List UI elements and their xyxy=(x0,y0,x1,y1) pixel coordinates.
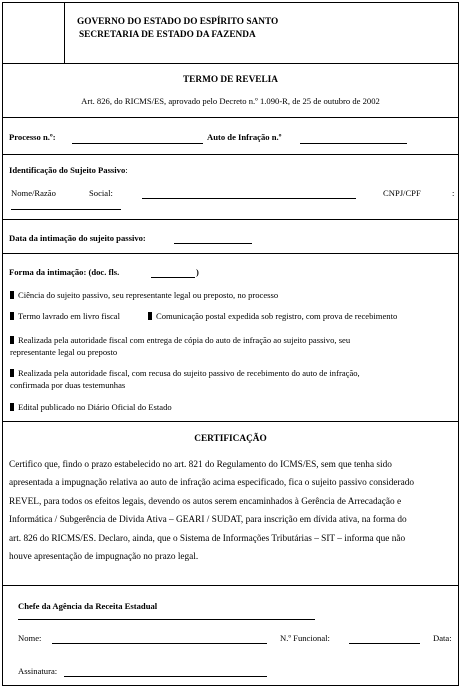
header-government: GOVERNO DO ESTADO DO ESPÍRITO SANTO xyxy=(77,17,279,27)
certification-heading: CERTIFICAÇÃO xyxy=(194,434,267,444)
process-section xyxy=(3,118,458,155)
cnpj-cpf-field[interactable] xyxy=(11,209,121,210)
subject-heading: Identificação do Sujeito Passivo: xyxy=(9,165,128,175)
option-edital[interactable]: Edital publicado no Diário Oficial do Estado xyxy=(10,402,172,412)
sig-funcional-label: N.º Funcional: xyxy=(280,633,330,643)
cnpj-cpf-label: CNPJ/CPF xyxy=(383,188,421,198)
intimation-date-label: Data da intimação do sujeito passivo: xyxy=(9,233,146,243)
certification-line: apresentada a impugnação relativa ao auto de infração acima especificado, fica o sujeito passivo considerado xyxy=(9,478,415,489)
form-frame xyxy=(2,2,459,686)
option-recusa[interactable]: Realizada pela autoridade fiscal, com recusa do sujeito passivo de recebimento do auto de infração, xyxy=(10,368,360,378)
checkbox-icon[interactable] xyxy=(148,312,152,320)
checkbox-icon[interactable] xyxy=(10,369,14,377)
cnpj-colon: : xyxy=(452,188,455,198)
certification-text xyxy=(9,456,455,566)
sig-nome-field[interactable] xyxy=(52,643,267,644)
processo-field[interactable] xyxy=(72,143,203,144)
option-recusa-cont: confirmada por duas testemunhas xyxy=(10,380,126,390)
sig-data-label: Data: xyxy=(433,633,452,643)
sig-funcional-field[interactable] xyxy=(349,643,420,644)
nome-razao-field[interactable] xyxy=(142,198,356,199)
certification-line: REVEL, para todos os efeitos legais, devendo os autos serem encaminhados à Gerência de Arrecadação e xyxy=(9,496,402,507)
checkbox-icon[interactable] xyxy=(10,336,14,344)
logo-box xyxy=(3,3,65,63)
checkbox-icon[interactable] xyxy=(10,403,14,411)
certification-line: houve apresentação de impugnação no prazo legal. xyxy=(9,552,199,563)
header-secretariat: SECRETARIA DE ESTADO DA FAZENDA xyxy=(79,30,256,40)
title-section xyxy=(3,64,458,118)
signature-section xyxy=(3,586,458,687)
sig-assinatura-field[interactable] xyxy=(64,676,267,677)
option-termo-lavrado[interactable]: Termo lavrado em livro fiscal xyxy=(10,311,120,321)
auto-infracao-field[interactable] xyxy=(300,143,407,144)
chefe-agencia-heading: Chefe da Agência da Receita Estadual xyxy=(18,601,158,611)
option-entrega-copia[interactable]: Realizada pela autoridade fiscal com entrega de cópia do auto de infração ao sujeito passivo, seu xyxy=(10,335,350,345)
doc-fls-close: ) xyxy=(196,267,199,277)
intimation-form-heading: Forma da intimação: (doc. fls. xyxy=(9,267,120,277)
certification-line: art. 826 do RICMS/ES. Declaro, ainda, que o Sistema de Informações Tributárias – SIT – informa que não xyxy=(9,533,406,544)
option-comunicacao-postal[interactable]: Comunicação postal expedida sob registro, com prova de recebimento xyxy=(148,311,397,321)
certification-line: Certifico que, findo o prazo estabelecido no art. 821 do Regulamento do ICMS/ES, sem que tenha sido xyxy=(9,460,392,470)
header-section xyxy=(3,3,458,64)
option-ciencia[interactable]: Ciência do sujeito passivo, seu representante legal ou preposto, no processo xyxy=(10,290,278,300)
sig-nome-label: Nome: xyxy=(18,633,42,643)
doc-fls-field[interactable] xyxy=(151,277,195,278)
intimation-date-section xyxy=(3,220,458,254)
certification-line: Informática / Subgerência de Divida Ativa – GEARI / SUDAT, para inscrição em dívida ativa, na forma do xyxy=(9,515,407,526)
intimation-date-field[interactable] xyxy=(174,243,252,244)
certification-section xyxy=(3,422,458,586)
intimation-form-section xyxy=(3,254,458,422)
auto-infracao-label: Auto de Infração n.º xyxy=(207,132,282,142)
checkbox-icon[interactable] xyxy=(10,291,14,299)
checkbox-icon[interactable] xyxy=(10,312,14,320)
processo-label: Processo n.º: xyxy=(9,132,56,142)
nome-razao-label: Nome/Razão xyxy=(11,188,56,198)
document-subtitle: Art. 826, do RICMS/ES, aprovado pelo Decreto n.º 1.090-R, de 25 de outubro de 2002 xyxy=(81,96,380,106)
option-entrega-copia-cont: representante legal ou preposto xyxy=(10,347,118,357)
social-label: Social: xyxy=(89,188,113,198)
document-title: TERMO DE REVELIA xyxy=(182,75,279,85)
sig-assinatura-label: Assinatura: xyxy=(18,666,58,676)
subject-section xyxy=(3,155,458,220)
chefe-agencia-rule xyxy=(18,619,315,620)
